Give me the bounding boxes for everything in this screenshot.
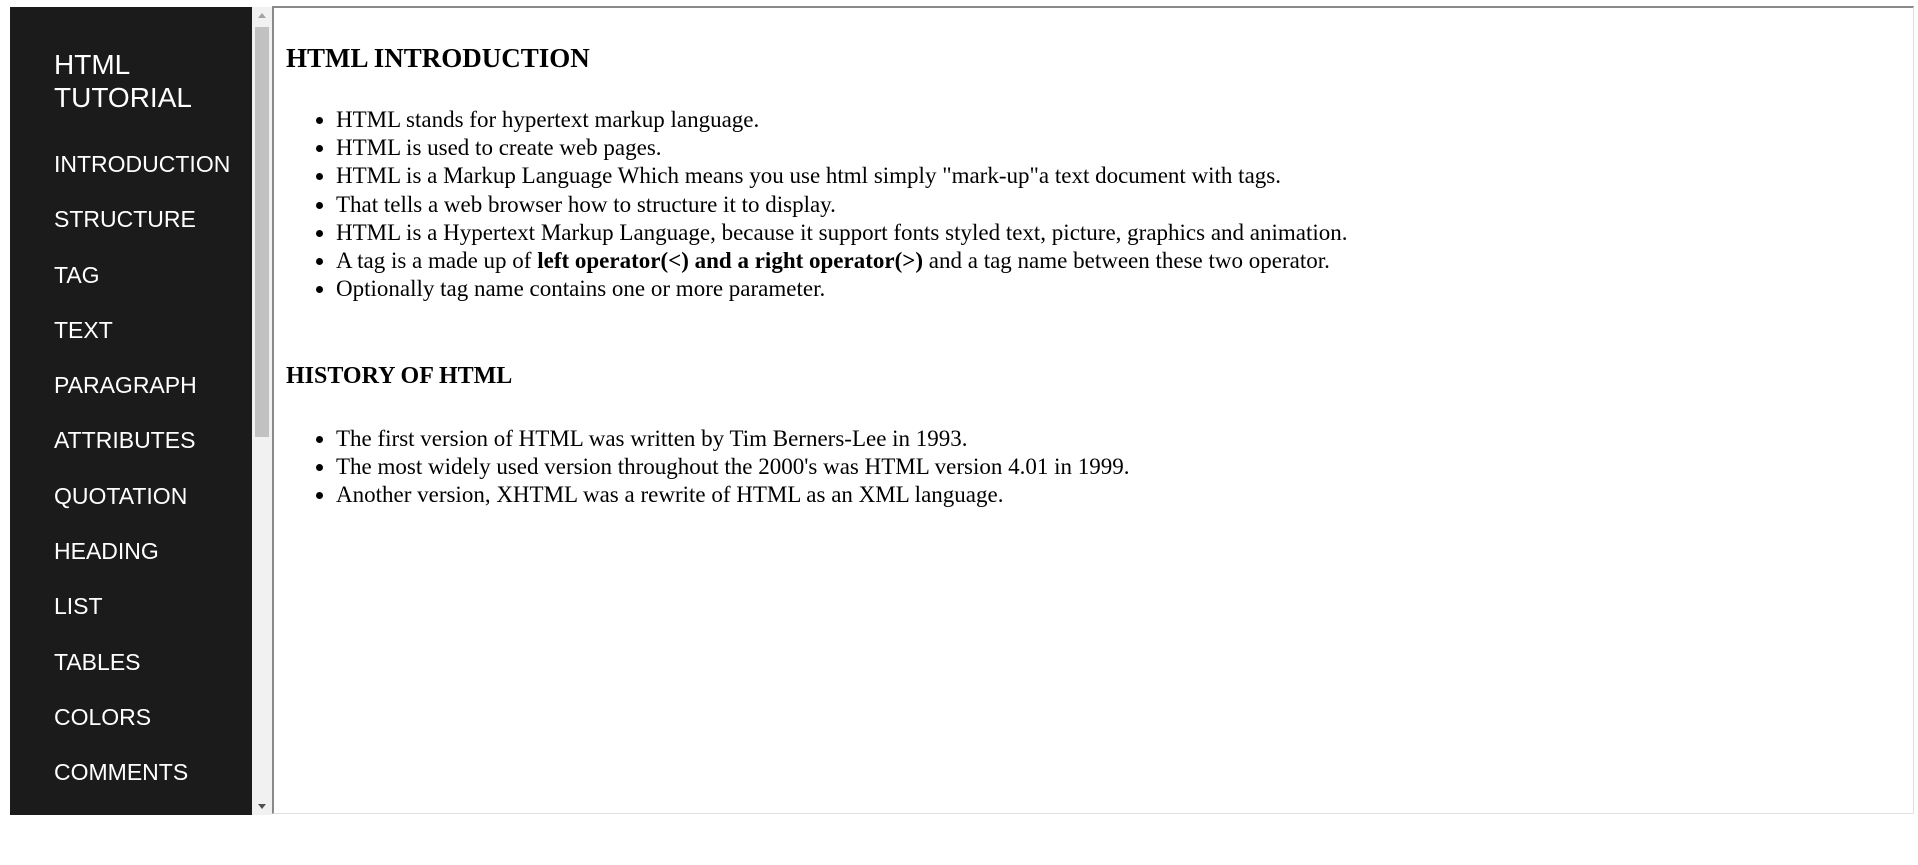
intro-list-item: • HTML is a Hypertext Markup Language, because it support fonts styled text, picture, graphics and animation.: [336, 219, 1348, 247]
history-heading: HISTORY OF HTML: [286, 363, 513, 389]
intro-list-item: [336, 247, 1348, 275]
nav-scrollbar[interactable]: [252, 7, 272, 815]
nav-item-comments: [54, 754, 230, 809]
nav-link-comments[interactable]: COMMENTS: [54, 759, 189, 786]
nav-item-text: [54, 312, 230, 367]
intro-list-item: • HTML is used to create web pages.: [336, 134, 1348, 162]
nav-item-tables: [54, 644, 230, 699]
scroll-down-arrow-icon[interactable]: [252, 798, 272, 815]
history-list-item: • Another version, XHTML was a rewrite of HTML as an XML language.: [336, 481, 1130, 509]
nav-link-attributes[interactable]: ATTRIBUTES: [54, 427, 196, 454]
nav-link-text[interactable]: TEXT: [54, 316, 113, 343]
history-list-item: • The most widely used version throughout the 2000's was HTML version 4.01 in 1999.: [336, 453, 1130, 481]
nav-list: [54, 146, 230, 865]
scroll-thumb[interactable]: [255, 27, 269, 437]
nav-frame: [10, 7, 252, 841]
intro-list-item: • That tells a web browser how to structure it to display.: [336, 191, 1348, 219]
nav-item-tag: [54, 257, 230, 312]
nav-item-colors: [54, 699, 230, 754]
history-list-item: • The first version of HTML was written by Tim Berners-Lee in 1993.: [336, 425, 1130, 453]
nav-item-structure: [54, 201, 230, 256]
intro-list-item: • Optionally tag name contains one or more parameter.: [336, 275, 1348, 303]
nav-link-introduction[interactable]: INTRODUCTION: [54, 151, 231, 177]
nav-link-heading[interactable]: HEADING: [54, 538, 159, 565]
nav-link-paragraph[interactable]: PARAGRAPH: [54, 372, 197, 399]
tag-text-bold: left operator(<) and a right operator(>): [537, 248, 924, 274]
nav-link-structure[interactable]: STRUCTURE: [54, 206, 196, 233]
nav-link-tag[interactable]: TAG: [54, 261, 100, 288]
nav-link-list[interactable]: LIST: [54, 593, 103, 620]
tag-text-after: and a tag name between these two operator.: [923, 248, 1330, 274]
nav-item-elements: [54, 810, 230, 865]
nav-link-elements[interactable]: ELEMENTS: [54, 814, 178, 841]
nav-item-paragraph: [54, 367, 230, 422]
content-frame: [272, 6, 1914, 814]
nav-item-attributes: [54, 422, 230, 477]
nav-link-quotation[interactable]: QUOTATION: [54, 482, 188, 509]
nav-item-heading: [54, 533, 230, 588]
intro-list: [286, 106, 1348, 303]
nav-link-colors[interactable]: COLORS: [54, 703, 152, 730]
scroll-up-arrow-icon[interactable]: [252, 7, 272, 24]
history-list: [286, 425, 1130, 510]
nav-item-quotation: [54, 478, 230, 533]
nav-link-tables[interactable]: TABLES: [54, 648, 141, 675]
nav-title: HTML TUTORIAL: [54, 49, 192, 113]
intro-heading: HTML INTRODUCTION: [286, 43, 590, 73]
tag-text-before: A tag is a made up of: [336, 248, 538, 274]
intro-list-item: • HTML stands for hypertext markup language.: [336, 106, 1348, 134]
nav-item-introduction: [54, 146, 230, 201]
intro-list-item: • HTML is a Markup Language Which means you use html simply "mark-up"a text document with tags.: [336, 162, 1348, 190]
nav-item-list: [54, 588, 230, 643]
